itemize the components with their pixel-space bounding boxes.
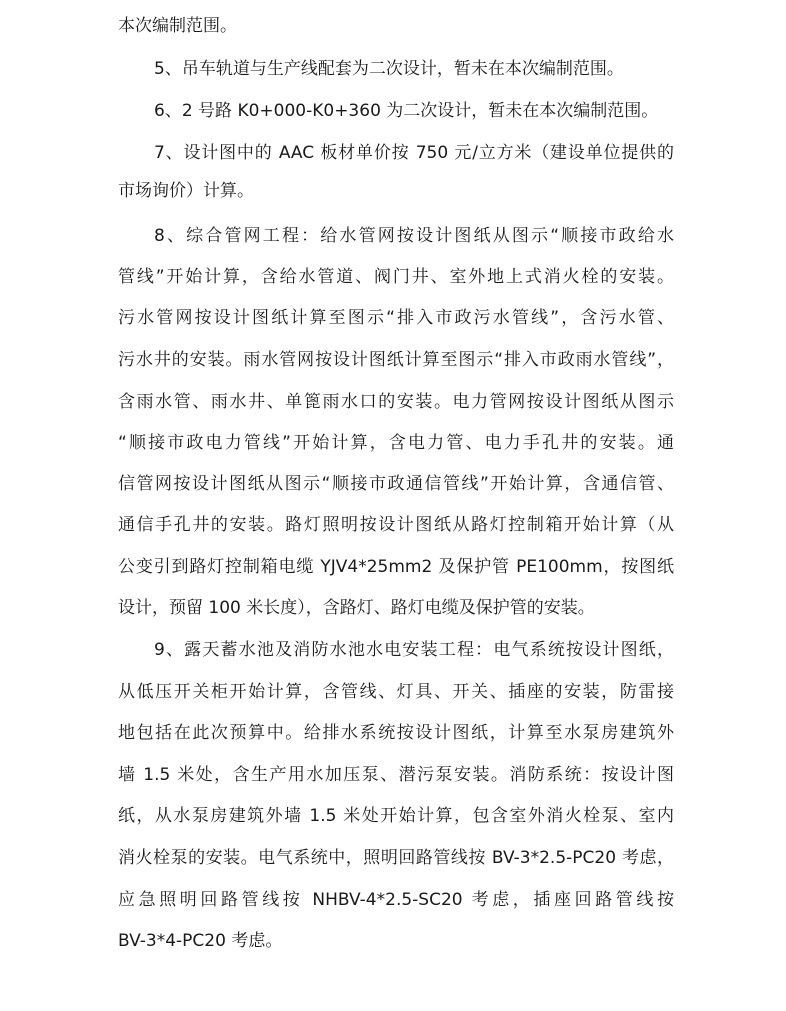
text-line: 信管网按设计图纸从图示“顺接市政通信管线”开始计算，含通信管、 bbox=[118, 474, 674, 494]
text-line: 6、2 号路 K0+000-K0+360 为二次设计，暂未在本次编制范围。 bbox=[154, 101, 659, 121]
text-line: 5、吊车轨道与生产线配套为二次设计，暂未在本次编制范围。 bbox=[154, 59, 624, 79]
text-line: 7、设计图中的 AAC 板材单价按 750 元/立方米（建设单位提供的 bbox=[154, 143, 674, 163]
text-line: 通信手孔井的安装。路灯照明按设计图纸从路灯控制箱开始计算（从 bbox=[118, 515, 674, 535]
text-line: 管线”开始计算，含给水管道、阀门井、室外地上式消火栓的安装。 bbox=[118, 267, 674, 287]
text-line: 地包括在此次预算中。给排水系统按设计图纸，计算至水泵房建筑外 bbox=[118, 723, 674, 743]
text-line: 本次编制范围。 bbox=[118, 16, 237, 36]
text-line: 污水管网按设计图纸计算至图示“排入市政污水管线”，含污水管、 bbox=[118, 308, 674, 328]
text-line: 公变引到路灯控制箱电缆 YJV4*25mm2 及保护管 PE100mm，按图纸 bbox=[118, 557, 674, 577]
text-line: 9、露天蓄水池及消防水池水电安装工程：电气系统按设计图纸， bbox=[154, 640, 674, 660]
text-line: 污水井的安装。雨水管网按设计图纸计算至图示“排入市政雨水管线”， bbox=[118, 350, 674, 370]
text-line: 含雨水管、雨水井、单篦雨水口的安装。电力管网按设计图纸从图示 bbox=[118, 392, 674, 412]
text-line: 应急照明回路管线按 NHBV-4*2.5-SC20 考虑，插座回路管线按 bbox=[118, 890, 674, 910]
text-line: 从低压开关柜开始计算，含管线、灯具、开关、插座的安装，防雷接 bbox=[118, 682, 674, 702]
text-line: “顺接市政电力管线”开始计算，含电力管、电力手孔井的安装。通 bbox=[118, 433, 674, 453]
text-line: 消火栓泵的安装。电气系统中，照明回路管线按 BV-3*2.5-PC20 考虑， bbox=[118, 848, 674, 868]
text-line: BV-3*4-PC20 考虑。 bbox=[118, 931, 283, 951]
text-line: 设计，预留 100 米长度），含路灯、路灯电缆及保护管的安装。 bbox=[118, 598, 595, 618]
text-line: 8、综合管网工程：给水管网按设计图纸从图示“顺接市政给水 bbox=[154, 226, 674, 246]
text-line: 市场询价）计算。 bbox=[118, 181, 254, 201]
text-line: 纸，从水泵房建筑外墙 1.5 米处开始计算，包含室外消火栓泵、室内 bbox=[118, 806, 674, 826]
text-line: 墙 1.5 米处，含生产用水加压泵、潜污泵安装。消防系统：按设计图 bbox=[118, 765, 674, 785]
